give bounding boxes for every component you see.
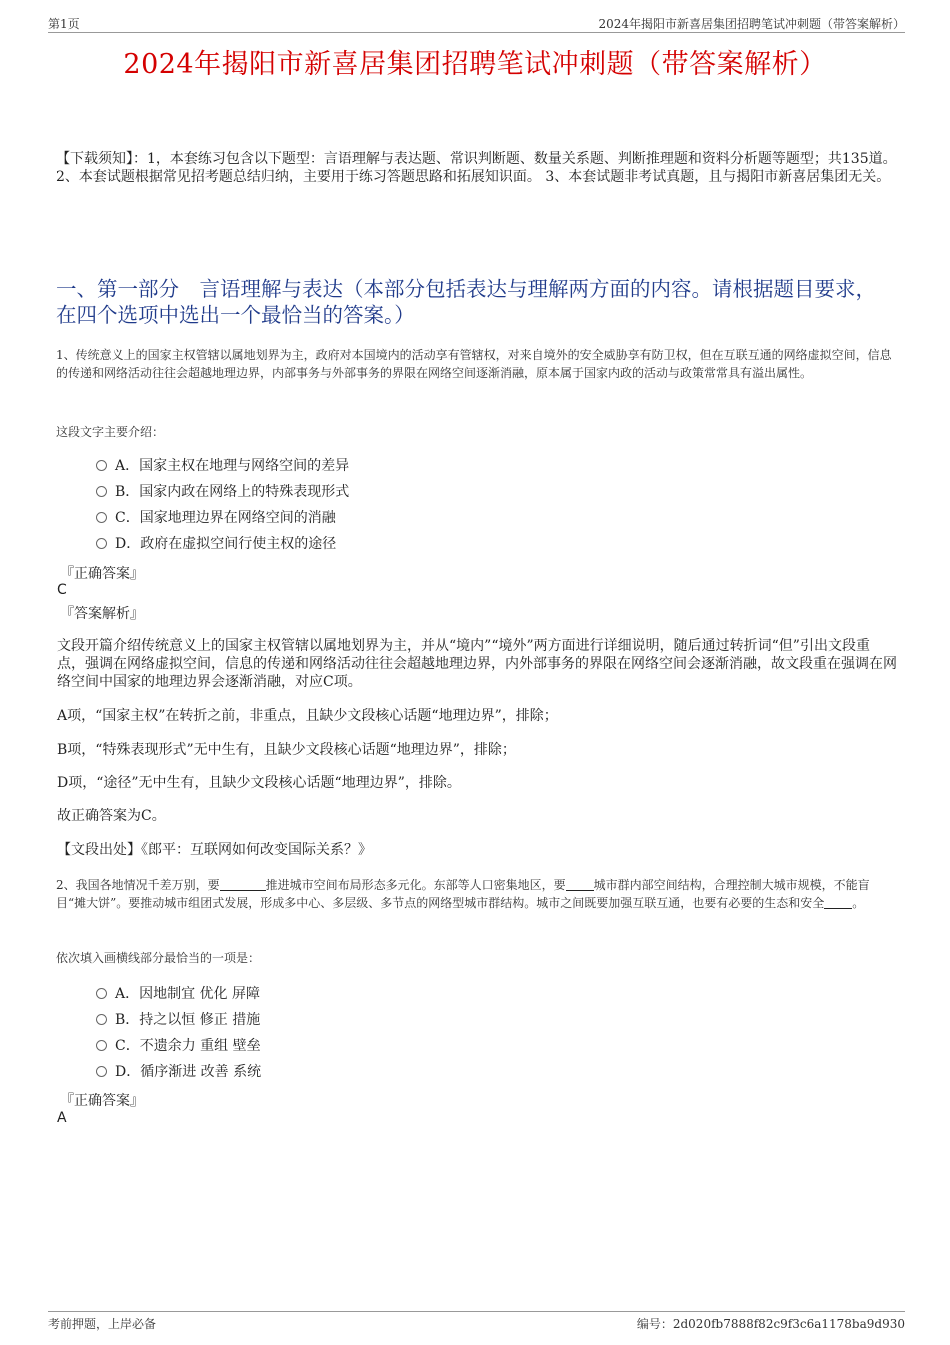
option-d[interactable]: D．政府在虚拟空间行使主权的途径 bbox=[96, 531, 349, 557]
radio-icon[interactable] bbox=[96, 1066, 107, 1077]
correct-answer-label: 『正确答案』 bbox=[60, 1093, 144, 1109]
correct-answer: A bbox=[57, 1110, 67, 1126]
blank-3 bbox=[824, 896, 852, 909]
question-2-options bbox=[96, 981, 261, 1085]
correct-answer-label: 『正确答案』 bbox=[60, 566, 144, 582]
correct-answer: C bbox=[57, 582, 67, 598]
option-a[interactable]: A．因地制宜 优化 屏障 bbox=[96, 981, 261, 1007]
radio-icon[interactable] bbox=[96, 1040, 107, 1051]
radio-icon[interactable] bbox=[96, 460, 107, 471]
analysis-note-a: A项，“国家主权”在转折之前，非重点，且缺少文段核心话题“地理边界”，排除； bbox=[57, 708, 558, 724]
section-heading: 一、第一部分 言语理解与表达（本部分包括表达与理解两方面的内容。请根据题目要求，在四个选项中选出一个最恰当的答案。） bbox=[56, 277, 876, 327]
analysis-note-d: D项，“途径”无中生有，且缺少文段核心话题“地理边界”，排除。 bbox=[57, 775, 461, 791]
question-1-stem: 1、传统意义上的国家主权管辖以属地划界为主，政府对本国境内的活动享有管辖权，对来自境外的安全威胁享有防卫权，但在互联互通的网络虚拟空间，信息的传递和网络活动往往会超越地理边界，内部事务与外部事务的界限在网络空间逐渐消融，原本属于国家内政的活动与政策常常具有溢出属性。 bbox=[56, 348, 892, 380]
question-1-options bbox=[96, 453, 349, 557]
page-number: 第1页 bbox=[48, 17, 80, 31]
radio-icon[interactable] bbox=[96, 1014, 107, 1025]
question-2-stem: 2、我国各地情况千差万别，要 推进城市空间布局形态多元化。东部等人口密集地区，要 城市群内部空间结构，合理控制大城市规模，不能盲目“摊大饼”。要推动城市组团式发展，形成多中心、多层级、多节点的网络型城市群结构。城市之间既要加强互联互通，也要有必要的生态和安全 。 bbox=[56, 878, 870, 910]
blank-1 bbox=[220, 878, 266, 891]
analysis-note-b: B项，“特殊表现形式”无中生有，且缺少文段核心话题“地理边界”，排除； bbox=[57, 742, 516, 758]
radio-icon[interactable] bbox=[96, 988, 107, 999]
page-header bbox=[48, 14, 905, 33]
option-a[interactable]: A．国家主权在地理与网络空间的差异 bbox=[96, 453, 349, 479]
passage-source: 【文段出处】《郎平：互联网如何改变国际关系？》 bbox=[57, 842, 372, 858]
question-2-prompt: 依次填入画横线部分最恰当的一项是： bbox=[56, 951, 261, 965]
analysis-conclusion: 故正确答案为C。 bbox=[57, 808, 166, 824]
radio-icon[interactable] bbox=[96, 538, 107, 549]
question-1-prompt: 这段文字主要介绍： bbox=[56, 425, 165, 439]
footer-slogan: 考前押题，上岸必备 bbox=[48, 1317, 157, 1331]
option-d[interactable]: D．循序渐进 改善 系统 bbox=[96, 1059, 261, 1085]
document-code: 编号：2d020fb7888f82c9f3c6a1178ba9d930 bbox=[636, 1317, 905, 1331]
document-title: 2024年揭阳市新喜居集团招聘笔试冲刺题（带答案解析） bbox=[123, 49, 827, 80]
radio-icon[interactable] bbox=[96, 512, 107, 523]
answer-analysis: 文段开篇介绍传统意义上的国家主权管辖以属地划界为主，并从“境内”“境外”两方面进行详细说明，随后通过转折词“但”引出文段重点，强调在网络虚拟空间，信息的传递和网络活动往往会超越地理边界，内外部事务的界限在网络空间会逐渐消融，故文段重在强调在网络空间中国家的地理边界会逐渐消融，对应C项。 bbox=[57, 638, 897, 690]
radio-icon[interactable] bbox=[96, 486, 107, 497]
download-notice: 【下载须知】：1，本套练习包含以下题型：言语理解与表达题、常识判断题、数量关系题、判断推理题和资料分析题等题型；共135道。 2、本套试题根据常见招考题总结归纳，主要用于练习答题思路和拓展知识面。 3、本套试题非考试真题，且与揭阳市新喜居集团无关。 bbox=[56, 151, 897, 185]
blank-2 bbox=[566, 878, 594, 891]
option-c[interactable]: C．国家地理边界在网络空间的消融 bbox=[96, 505, 349, 531]
analysis-label: 『答案解析』 bbox=[60, 606, 144, 622]
page-footer bbox=[48, 1311, 905, 1334]
option-c[interactable]: C．不遗余力 重组 壁垒 bbox=[96, 1033, 261, 1059]
option-b[interactable]: B．持之以恒 修正 措施 bbox=[96, 1007, 261, 1033]
option-b[interactable]: B．国家内政在网络上的特殊表现形式 bbox=[96, 479, 349, 505]
header-doc-title: 2024年揭阳市新喜居集团招聘笔试冲刺题（带答案解析） bbox=[598, 17, 905, 31]
